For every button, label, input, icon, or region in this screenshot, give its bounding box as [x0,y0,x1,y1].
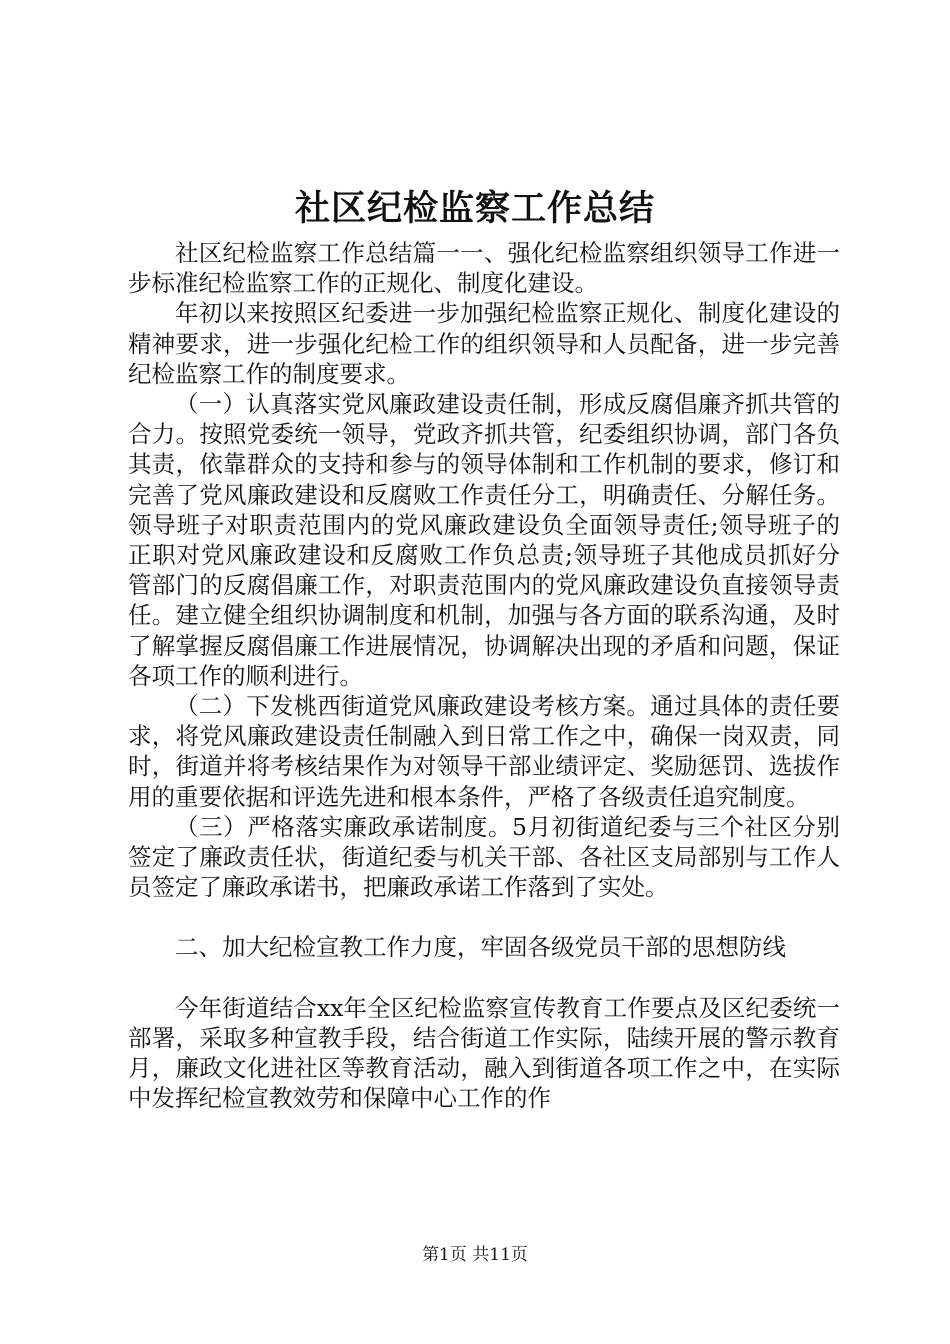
paragraph-section-two: 今年街道结合xx年全区纪检监察宣传教育工作要点及区纪委统一部署，采取多种宣教手段，结合街道工作实际，陆续开展的警示教育月，廉政文化进社区等教育活动，融入到街道各项工作之中，在实际中发挥纪检宣教效劳和保障中心工作的作 [128,993,840,1113]
page-number-footer: 第1页 共11页 [422,1245,528,1265]
paragraph-background: 年初以来按照区纪委进一步加强纪检监察正规化、制度化建设的精神要求，进一步强化纪检工作的组织领导和人员配备，进一步完善纪检监察工作的制度要求。 [128,299,840,388]
paragraph-item-two: （二）下发桃西街道党风廉政建设考核方案。通过具体的责任要求，将党风廉政建设责任制融入到日常工作之中，确保一岗双责，同时，街道并将考核结果作为对领导干部业绩评定、奖励惩罚、选拔作用的重要依据和评选先进和根本条件，严格了各级责任追究制度。 [128,692,840,811]
document-body [128,238,840,1113]
document-title: 社区纪检监察工作总结 [294,188,655,229]
section-heading-two: 二、加大纪检宣教工作力度，牢固各级党员干部的思想防线 [175,933,786,962]
paragraph-intro: 社区纪检监察工作总结篇一一、强化纪检监察组织领导工作进一步标准纪检监察工作的正规化、制度化建设。 [128,239,840,298]
paragraph-item-one: （一）认真落实党风廉政建设责任制，形成反腐倡廉齐抓共管的合力。按照党委统一领导，党政齐抓共管，纪委组织协调，部门各负其责，依靠群众的支持和参与的领导体制和工作机制的要求，修订和完善了党风廉政建设和反腐败工作责任分工，明确责任、分解任务。领导班子对职责范围内的党风廉政建设负全面领导责任;领导班子的正职对党风廉政建设和反腐败工作负总责;领导班子其他成员抓好分管部门的反腐倡廉工作，对职责范围内的党风廉政建设负直接领导责任。建立健全组织协调制度和机制，加强与各方面的联系沟通，及时了解掌握反腐倡廉工作进展情况，协调解决出现的矛盾和问题，保证各项工作的顺利进行。 [128,390,840,690]
paragraph-item-three: （三）严格落实廉政承诺制度。5月初街道纪委与三个社区分别签定了廉政责任状，街道纪委与机关干部、各社区支局部别与工作人员签定了廉政承诺书，把廉政承诺工作落到了实处。 [128,812,840,902]
